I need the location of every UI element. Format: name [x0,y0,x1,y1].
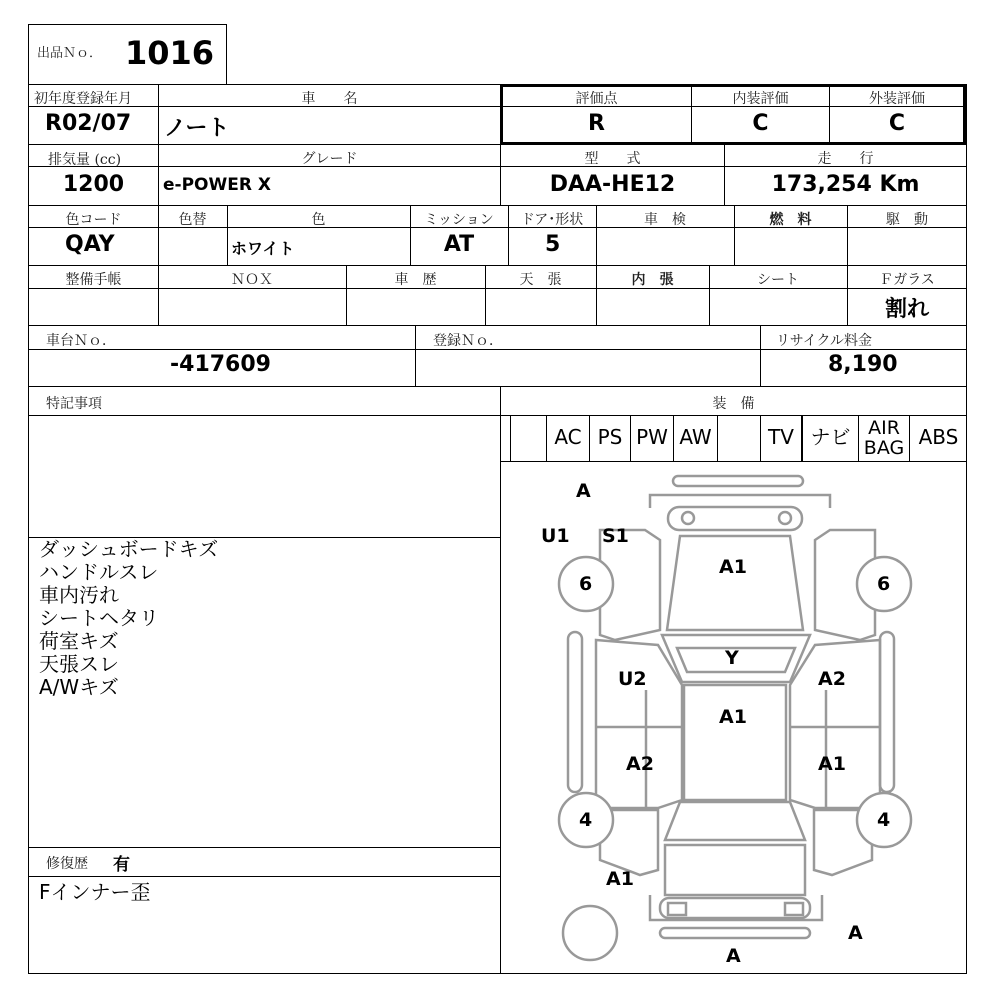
regno-label: 登録Ｎｏ． [433,333,503,349]
chassis-label: 車台Ｎｏ． [46,333,116,349]
damage-front-left-door-s: S1 [602,525,629,547]
equip-ac: AC [546,416,589,462]
displacement-value: 1200 [62,172,125,197]
color-value: ホワイト [231,239,295,258]
fuel-label: 燃 料 [769,212,812,228]
damage-roof: A1 [719,706,747,728]
equip-abs: ABS [909,416,967,462]
seat-label: シート [757,272,799,288]
nox-label: ＮＯＸ [231,272,273,288]
equip-navi: ナビ [802,416,858,462]
damage-left-front-fender: U1 [541,525,570,547]
damage-front-bumper: A [576,480,591,502]
drive-label: 駆 動 [886,212,928,228]
fglass-label: Ｆガラス [879,272,935,288]
mileage-label: 走 行 [817,151,874,167]
lot-label: 出品Ｎｏ． [37,46,103,61]
equip-pw: PW [630,416,673,462]
score-value: R [588,111,605,136]
color-code-label: 色コード [65,212,122,228]
repair-detail: Fインナー歪 [39,880,151,904]
damage-left-front-door: U2 [618,668,647,690]
damage-rear-left: A1 [606,868,634,890]
color-code-value: QAY [65,232,115,257]
mission-value: AT [443,232,475,257]
damage-right-front-door: A2 [818,668,846,690]
note-line: A/Wキズ [39,675,119,699]
exterior-value: C [888,111,906,136]
damage-left-rear-door: A2 [626,753,654,775]
model-label: 型 式 [584,151,641,167]
interior-value: C [752,111,769,136]
damage-hood: A1 [719,556,747,578]
damage-tire-front-left: 6 [579,573,593,595]
repair-value: 有 [113,855,130,875]
note-line: ダッシュボードキズ [39,537,219,561]
note-line: 車内汚れ [39,583,119,607]
damage-rear-right: A [848,922,863,944]
mission-label: ミッション [424,212,494,228]
note-line: シートヘタリ [39,606,159,630]
reg-date-label: 初年度登録年月 [34,91,132,107]
equip-tv: TV [760,416,802,462]
mileage-value: 173,254 Km [771,172,920,197]
damage-rear-bumper: A [726,945,741,967]
interior-label: 内装評価 [732,91,789,107]
front-bumper-outline [673,476,803,486]
recycle-label: リサイクル料金 [776,333,873,349]
damage-tire-rear-left: 4 [579,809,593,831]
doors-value: 5 [545,232,561,257]
note-line: 天張スレ [39,652,119,676]
reg-date-value: R02/07 [45,111,132,136]
chassis-value: -417609 [170,352,271,377]
color-label: 色 [311,212,326,228]
front-grille [668,507,802,530]
displacement-label: 排気量 (cc) [48,152,122,168]
fglass-value: 割れ [884,297,929,322]
exterior-label: 外装評価 [869,91,925,107]
maintenance-label: 整備手帳 [65,272,122,288]
equip-ps: PS [589,416,630,462]
left-doors [596,640,682,808]
damage-right-rear-door: A1 [818,753,846,775]
grade-label: グレード [301,151,358,167]
equip-aw: AW [673,416,717,462]
rear-window [665,802,805,840]
hood-outline [667,536,803,630]
damage-tire-front-right: 6 [877,573,891,595]
model-value: DAA-HE12 [549,172,676,197]
damage-windshield: Y [725,647,739,669]
equip-airbag: AIR BAG [858,416,909,462]
damage-tire-rear-right: 4 [877,809,891,831]
score-label: 評価点 [575,91,618,107]
inspection-label: 車 検 [644,212,686,228]
note-line: ハンドルスレ [39,560,159,584]
repair-label: 修復歴 [46,856,88,872]
note-line: 荷室キズ [39,629,119,653]
repaint-label: 色替 [178,212,207,228]
trunk-outline [665,845,805,895]
right-doors [790,640,880,808]
roof-label: 天 張 [519,272,562,288]
notes-label: 特記事項 [46,396,102,412]
car-name-label: 車 名 [301,91,358,107]
interior-trim-label: 内 張 [631,272,674,288]
history-label: 車 歴 [394,272,437,288]
roof-outline [684,685,786,800]
doors-label: ドア･形状 [520,212,584,228]
car-name-value: ノート [164,116,230,141]
grade-value: e-POWER X [163,175,271,195]
equipment-label: 装 備 [712,396,755,412]
spare-tire [563,906,617,960]
lot-number: 1016 [125,34,215,72]
recycle-value: 8,190 [828,352,898,377]
